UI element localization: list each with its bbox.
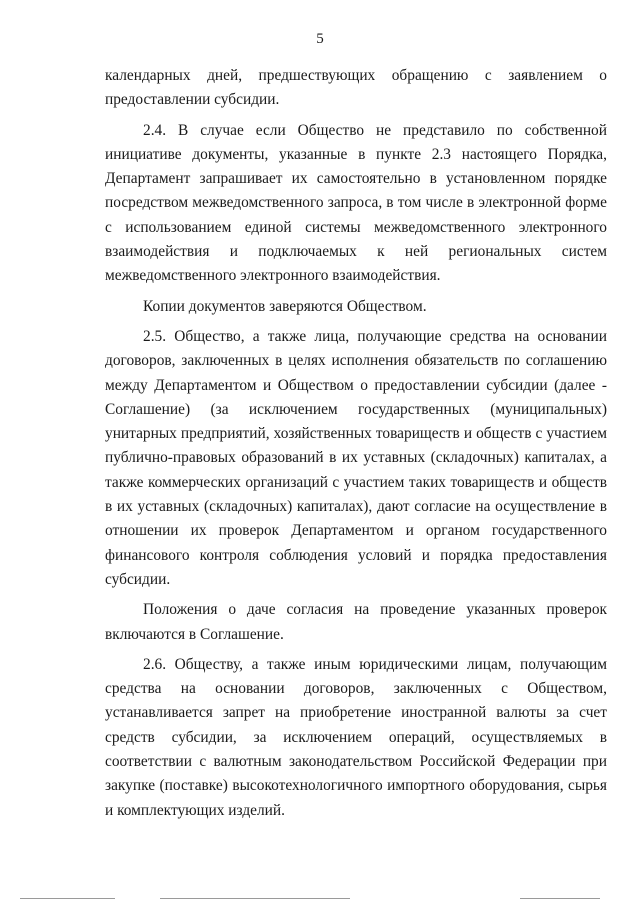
paragraph-continuation: календарных дней, предшествующих обращению с заявлением о предоставлении субсидии. xyxy=(105,67,607,109)
bottom-rule-right xyxy=(520,898,600,899)
paragraph-consent-provisions: Положения о даче согласия на проведение указанных проверок включаются в Соглашение. xyxy=(105,601,607,643)
page-number: 5 xyxy=(316,31,324,47)
document-body xyxy=(105,64,607,823)
paragraph-2-5: 2.5. Общество, а также лица, получающие средства на основании договоров, заключенных в целях исполнения обязательств по соглашению между Департаментом и Обществом о предоставлении субсидии (далее - Соглашение) (за исключением государственных (муниципальных) унитарных предприятий, хозяйственных товариществ и обществ с участием публично-правовых образований в их уставных (складочных) капиталах, а также коммерческих организаций с участием таких товариществ и обществ в их уставных (складочных) капиталах), дают согласие на осуществление в отношении их проверок Департаментом и органом государственного финансового контроля соблюдения условий и порядка предоставления субсидии. xyxy=(105,327,607,588)
paragraph-2-6: 2.6. Обществу, а также иным юридическими лицам, получающим средства на основании договоров, заключенных с Обществом, устанавливается запрет на приобретение иностранной валюты за счет средств субсидии, за исключением операций, осуществляемых в соответствии с валютным законодательством Российской Федерации при закупке (поставке) высокотехнологичного импортного оборудования, сырья и комплектующих изделий. xyxy=(105,655,607,819)
paragraph-2-4: 2.4. В случае если Общество не представило по собственной инициативе документы, указанные в пункте 2.3 настоящего Порядка, Департамент запрашивает их самостоятельно в установленном порядке посредством межведомственного запроса, в том числе в электронной форме с использованием единой системы межведомственного электронного взаимодействия и подключаемых к ней региональных систем межведомственного электронного взаимодействия. xyxy=(105,121,607,285)
paragraph-copies: Копии документов заверяются Обществом. xyxy=(143,297,427,315)
bottom-rule-left xyxy=(20,898,115,899)
bottom-rule-middle xyxy=(160,898,350,899)
